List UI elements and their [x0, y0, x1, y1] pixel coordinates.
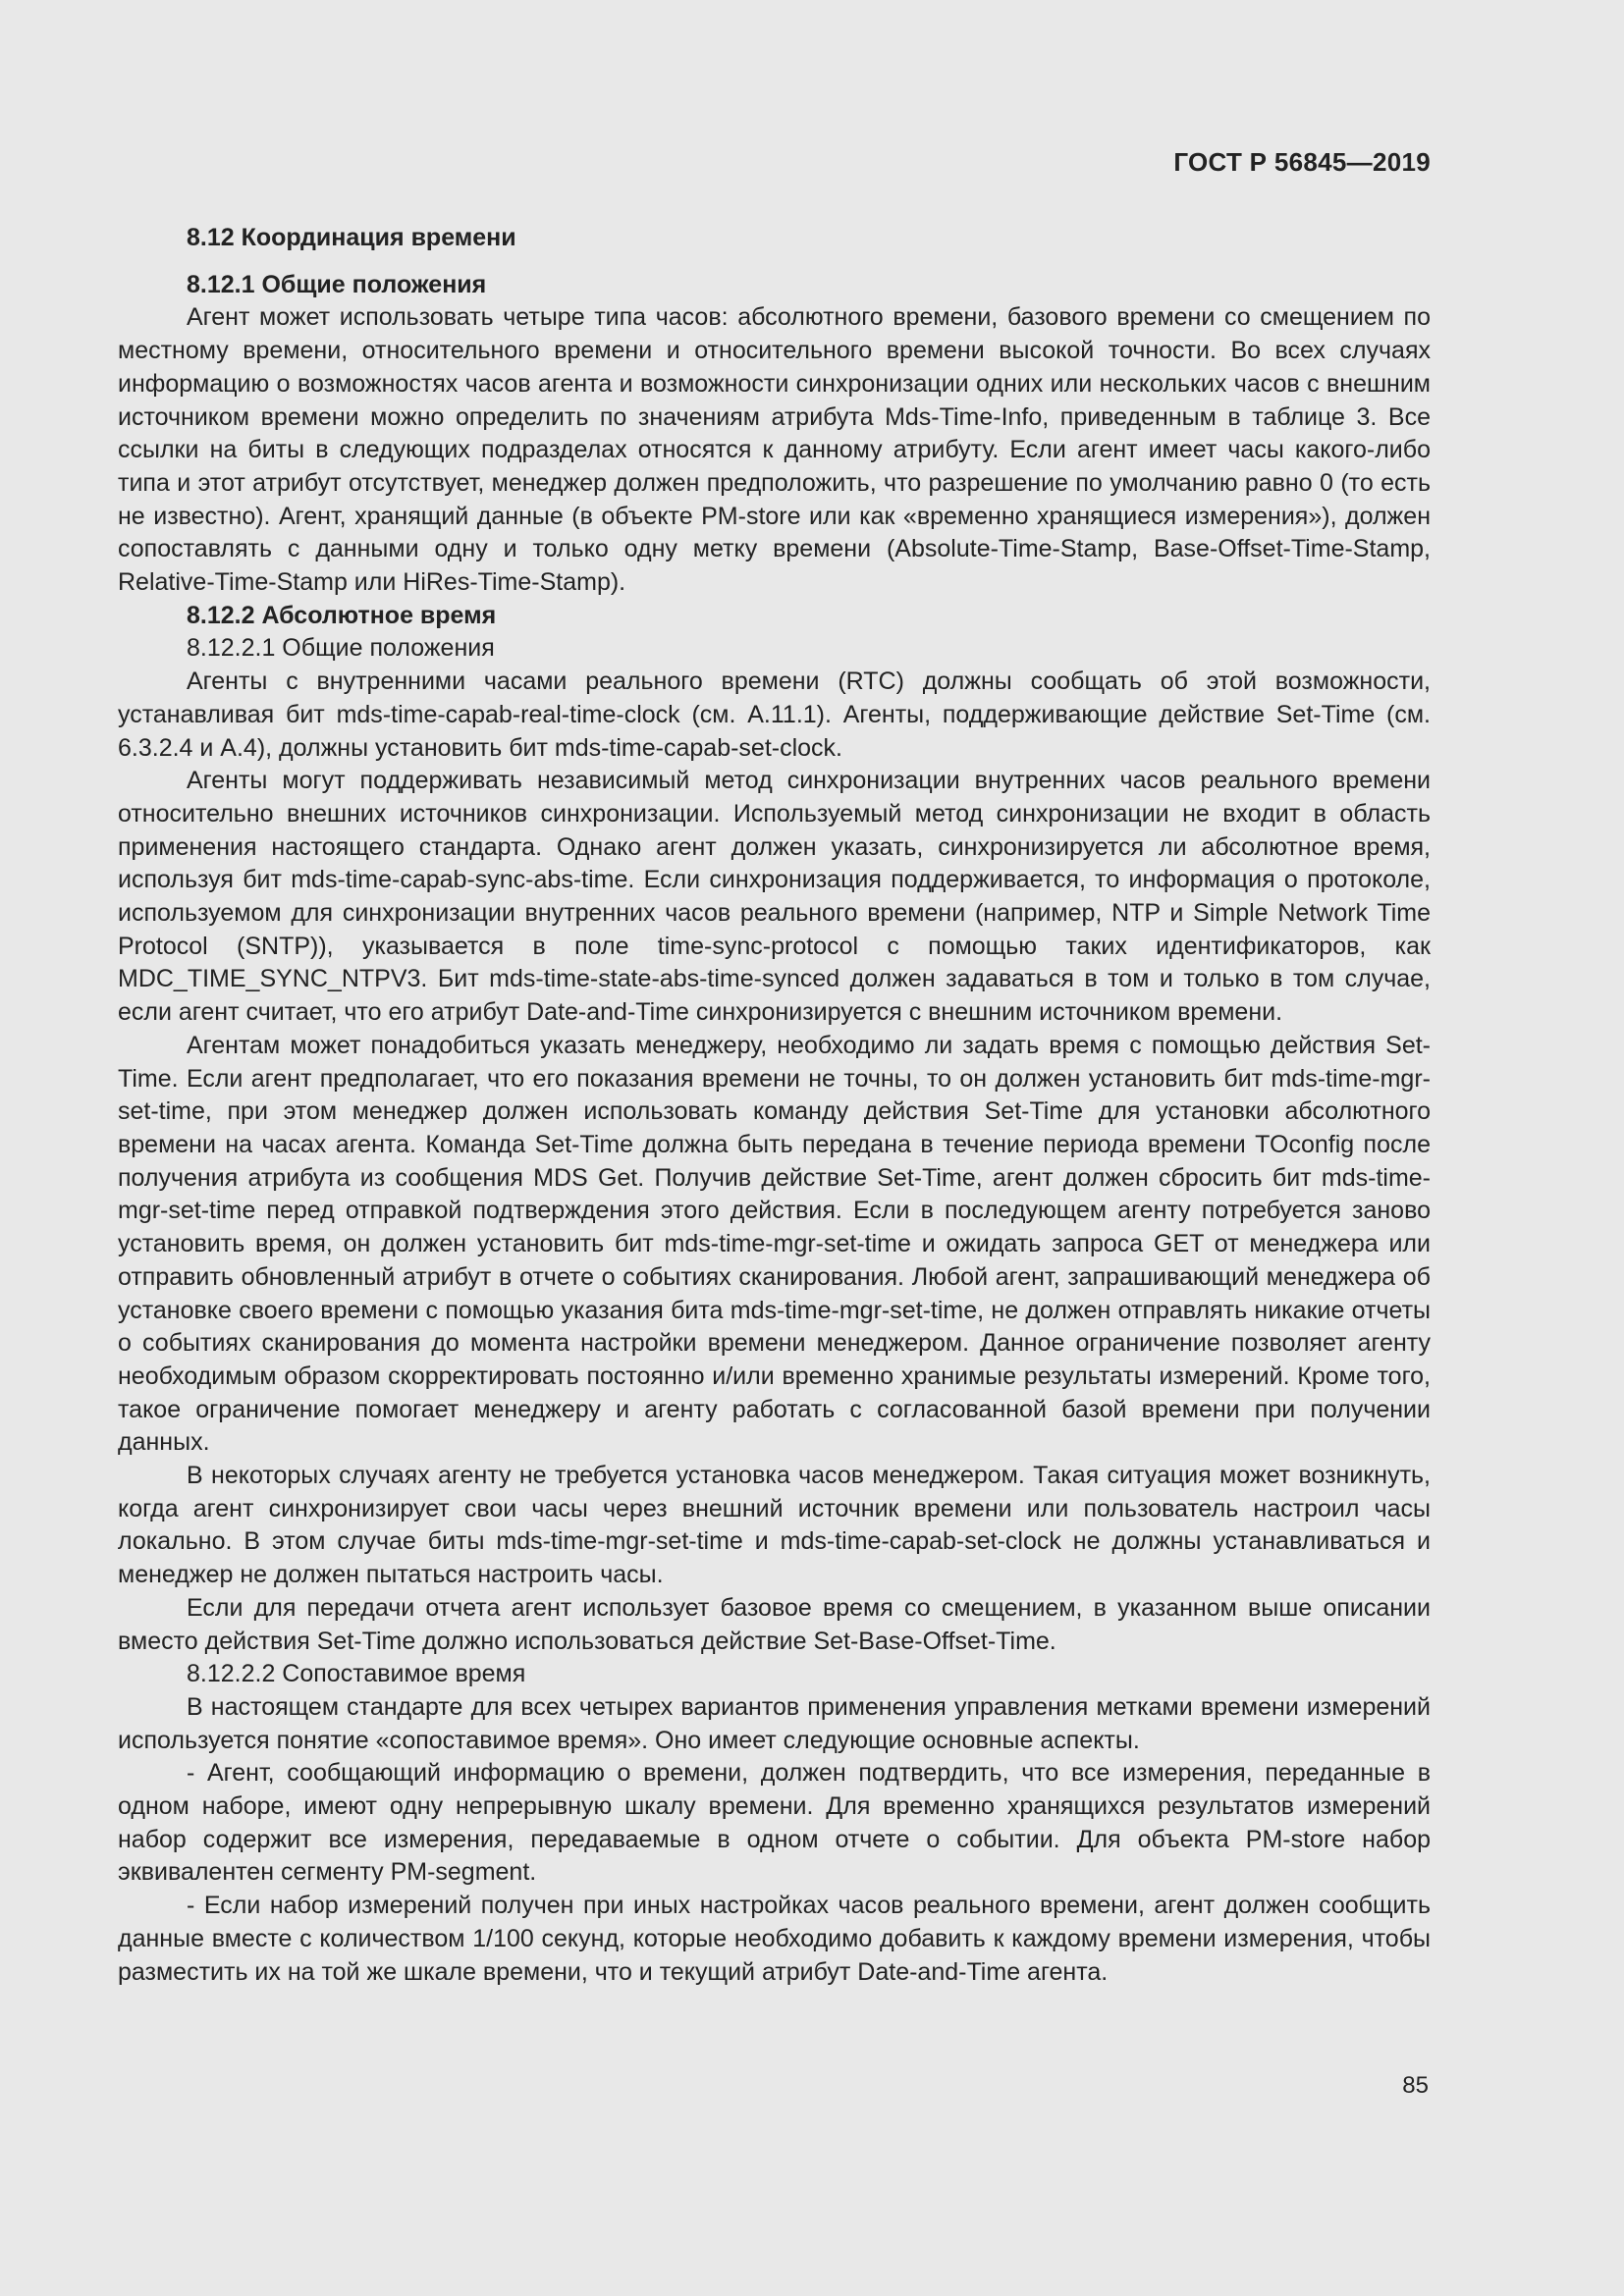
paragraph: Агенты могут поддерживать независимый метод синхронизации внутренних часов реального времени относительно внешних источников синхронизации. Используемый метод синхронизации не входит в область применения настоящего стандарта. Однако агент должен указать, синхронизируется ли абсолютное время, используя бит mds-time-capab-sync-abs-time. Если синхронизация поддерживается, то информация о протоколе, используемом для синхронизации внутренних часов реального времени (например, NTP и Simple Network Time Protocol (SNTP)), указывается в поле time-sync-protocol с помощью таких идентификаторов, как MDC_TIME_SYNC_NTPV3. Бит mds-time-state-abs-time-synced должен задаваться в том и только в том случае, если агент считает, что его атрибут Date-and-Time синхронизируется с внешним источником времени. [118, 767, 1431, 1027]
paragraph: В некоторых случаях агенту не требуется установка часов менеджером. Такая ситуация может возникнуть, когда агент синхронизирует свои часы через внешний источник времени или пользователь настроил часы локально. В этом случае биты mds-time-mgr-set-time и mds-time-capab-set-clock не должны устанавливаться и менеджер не должен пытаться настроить часы. [118, 1462, 1431, 1589]
paragraph: Агент может использовать четыре типа часов: абсолютного времени, базового времени со смещением по местному времени, относительного времени и относительного времени высокой точности. Во всех случаях информацию о возможностях часов агента и возможности синхронизации одних или нескольких часов с внешним источником времени можно определить по значениям атрибута Mds-Time-Info, приведенным в таблице 3. Все ссылки на биты в следующих подразделах относятся к данному атрибуту. Если агент имеет часы какого-либо типа и этот атрибут отсутствует, менеджер должен предположить, что разрешение по умолчанию равно 0 (то есть не известно). Агент, хранящий данные (в объекте PM-store или как «временно хранящиеся измерения»), должен сопоставлять с данными одну и только одну метку времени (Absolute-Time-Stamp, Base-Offset-Time-Stamp, Relative-Time-Stamp или HiRes-Time-Stamp). [118, 303, 1431, 597]
page-number: 85 [1402, 2072, 1429, 2099]
paragraph: В настоящем стандарте для всех четырех вариантов применения управления метками времени измерений используется понятие «сопоставимое время». Оно имеет следующие основные аспекты. [118, 1692, 1431, 1754]
paragraph: Если для передачи отчета агент использует базовое время со смещением, в указанном выше описании вместо действия Set-Time должно использоваться действие Set-Base-Offset-Time. [118, 1593, 1431, 1655]
paragraph: Агенты с внутренними часами реального времени (RTC) должны сообщать об этой возможности, устанавливая бит mds-time-capab-real-time-clock (см. А.11.1). Агенты, поддерживающие действие Set-Time (см. 6.3.2.4 и А.4), должны установить бит mds-time-capab-set-clock. [118, 667, 1431, 762]
section-heading-8-12-1: 8.12.1 Общие положения [187, 270, 487, 298]
section-heading-8-12: 8.12 Координация времени [187, 224, 516, 251]
section-heading-8-12-2-1: 8.12.2.1 Общие положения [187, 634, 495, 663]
list-item: - Если набор измерений получен при иных настройках часов реального времени, агент должен сообщить данные вместе с количеством 1/100 секунд, которые необходимо добавить к каждому времени измерения, чтобы разместить их на той же шкале времени, что и текущий атрибут Date-and-Time агента. [118, 1892, 1431, 1986]
document-body [118, 222, 1431, 1989]
list-item: - Агент, сообщающий информацию о времени, должен подтвердить, что все измерения, переданные в одном наборе, имеют одну непрерывную шкалу времени. Для временно хранящихся результатов измерений набор содержит все измерения, передаваемые в одном отчете о событии. Для объекта PM-store набор эквивалентен сегменту PM-segment. [118, 1759, 1431, 1887]
document-header: ГОСТ Р 56845—2019 [1173, 147, 1431, 177]
section-heading-8-12-2-2: 8.12.2.2 Сопоставимое время [187, 1660, 526, 1688]
section-heading-8-12-2: 8.12.2 Абсолютное время [187, 601, 497, 629]
paragraph: Агентам может понадобиться указать менеджеру, необходимо ли задать время с помощью действия Set-Time. Если агент предполагает, что его показания времени не точны, то он должен установить бит mds-time-mgr-set-time, при этом менеджер должен использовать команду действия Set-Time для установки абсолютного времени на часах агента. Команда Set-Time должна быть передана в течение периода времени TOconfig после получения атрибута из сообщения MDS Get. Получив действие Set-Time, агент должен сбросить бит mds-time-mgr-set-time перед отправкой подтверждения этого действия. Если в последующем агенту потребуется заново установить время, он должен установить бит mds-time-mgr-set-time и ожидать запроса GET от менеджера или отправить обновленный атрибут в отчете о событиях сканирования. Любой агент, запрашивающий менеджера об установке своего времени с помощью указания бита mds-time-mgr-set-time, не должен отправлять никакие отчеты о событиях сканирования до момента настройки времени менеджером. Данное ограничение позволяет агенту необходимым образом скорректировать постоянно и/или временно хранимые результаты измерений. Кроме того, такое ограничение помогает менеджеру и агенту работать с согласованной базой времени при получении данных. [118, 1031, 1431, 1457]
